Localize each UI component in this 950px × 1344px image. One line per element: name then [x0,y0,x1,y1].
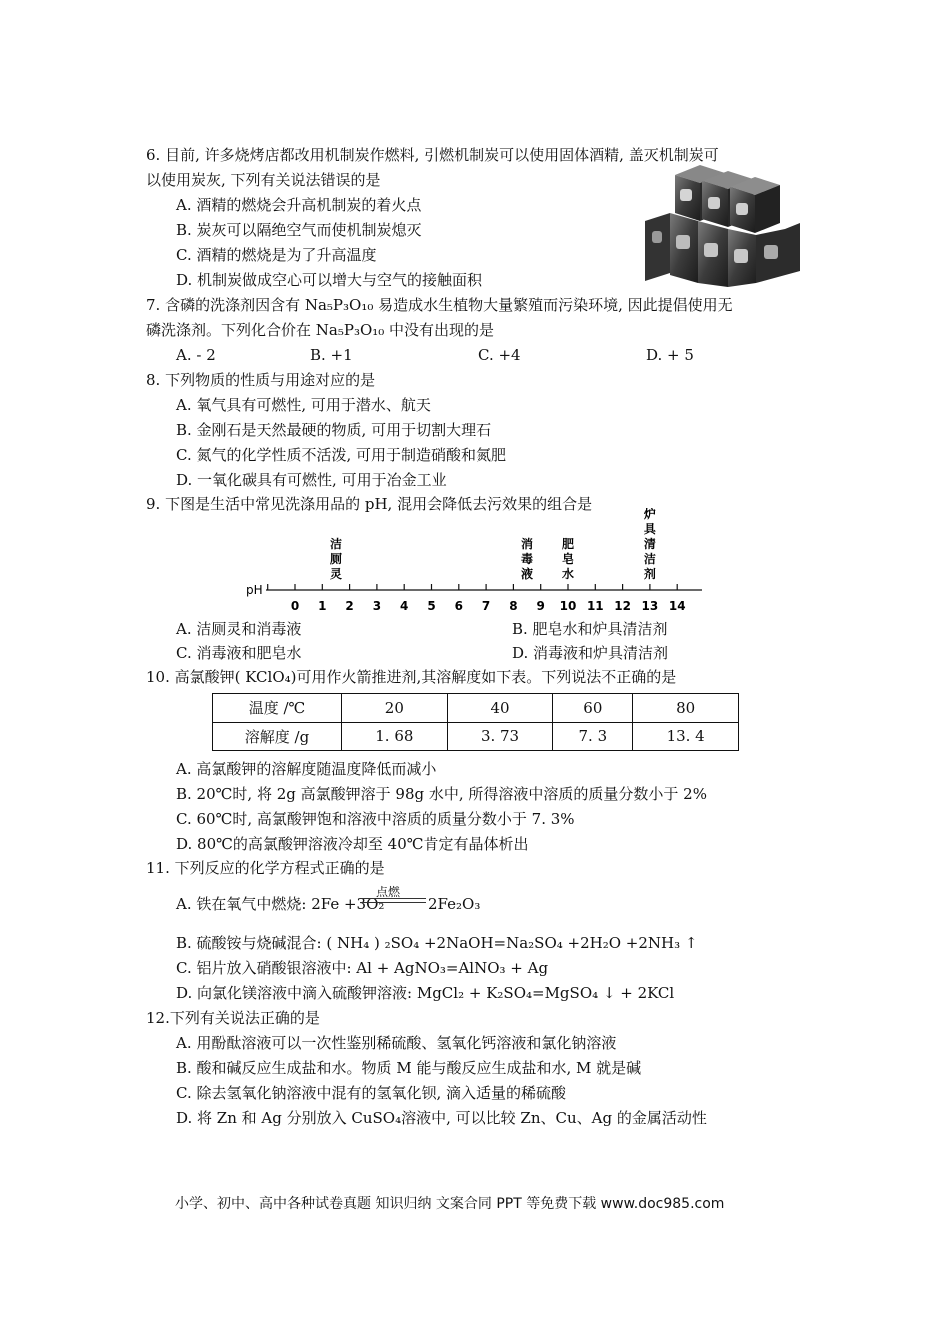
q8-option-b: B. 金刚石是天然最硬的物质, 可用于切割大理石 [176,421,492,439]
q6-stem-line1: 6. 目前, 许多烧烤店都改用机制炭作燃料, 引燃机制炭可以使用固体酒精, 盖灭机制炭可 [146,146,719,164]
q6-option-b: B. 炭灰可以隔绝空气而使机制炭熄灭 [176,221,422,239]
ph-tick-label: 12 [614,599,631,613]
table-cell: 60 [553,694,633,723]
ph-tick-label: 8 [509,599,518,613]
q7-option-a: A. - 2 [176,346,216,364]
table-cell: 13. 4 [633,722,739,751]
q7-option-d: D. + 5 [646,346,694,364]
solubility-table [212,693,739,751]
table-header-temperature: 温度 /℃ [213,694,342,723]
ph-tick-label: 11 [586,599,604,613]
q10-option-a: A. 高氯酸钾的溶解度随温度降低而减小 [176,760,437,778]
q9-option-c: C. 消毒液和肥皂水 [176,644,302,662]
q11-option-b: B. 硫酸铵与烧碱混合: ( NH₄ ) ₂SO₄ +2NaOH=Na₂SO₄ +2H₂O +2NH₃ ↑ [176,934,698,952]
q7-option-b: B. +1 [310,346,353,364]
q12-option-d: D. 将 Zn 和 Ag 分别放入 CuSO₄溶液中, 可以比较 Zn、Cu、Ag 的金属活动性 [176,1109,707,1127]
q6-option-d: D. 机制炭做成空心可以增大与空气的接触面积 [176,271,483,289]
table-row-solubility [213,722,739,751]
table-cell: 1. 68 [342,722,448,751]
q11-equals-sign [360,898,426,903]
ph-tick-label: 0 [290,599,300,613]
table-cell: 3. 73 [447,722,553,751]
table-cell: 7. 3 [553,722,633,751]
ph-tick-label: 7 [481,599,491,613]
table-cell: 20 [342,694,448,723]
q12-option-b: B. 酸和碱反应生成盐和水。物质 M 能与酸反应生成盐和水, M 就是碱 [176,1059,642,1077]
q9-stem: 9. 下图是生活中常见洗涤用品的 pH, 混用会降低去污效果的组合是 [146,495,593,513]
ph-tick-label: 4 [400,599,409,613]
q9-option-d: D. 消毒液和炉具清洁剂 [512,644,669,662]
q11-option-d: D. 向氯化镁溶液中滴入硫酸钾溶液: MgCl₂ + K₂SO₄=MgSO₄ ↓ + 2KCl [176,984,675,1002]
q7-option-c: C. +4 [478,346,521,364]
ph-product-label: 洁厕灵 [329,537,342,581]
ph-tick-label: 5 [427,599,436,613]
q10-option-b: B. 20℃时, 将 2g 高氯酸钾溶于 98g 水中, 所得溶液中溶质的质量分数小于 2% [176,785,707,803]
charcoal-briquettes-image [640,163,805,288]
table-row-temperature [213,694,739,723]
q7-stem-line2: 磷洗涤剂。下列化合价在 Na₅P₃O₁₀ 中没有出现的是 [146,321,495,339]
q11-option-c: C. 铝片放入硝酸银溶液中: Al + AgNO₃=AlNO₃ + Ag [176,959,549,977]
q9-option-a: A. 洁厕灵和消毒液 [176,620,302,638]
q10-option-d: D. 80℃的高氯酸钾溶液冷却至 40℃肯定有晶体析出 [176,835,529,853]
table-cell: 40 [447,694,553,723]
ph-product-label: 消毒液 [521,537,534,581]
ph-tick-label: 3 [372,599,382,613]
q8-option-d: D. 一氧化碳具有可燃性, 可用于冶金工业 [176,471,447,489]
q12-option-a: A. 用酚酞溶液可以一次性鉴别稀硫酸、氢氧化钙溶液和氯化钠溶液 [176,1034,617,1052]
q9-option-b: B. 肥皂水和炉具清洁剂 [512,620,668,638]
ph-tick-label: 6 [454,599,463,613]
q6-option-c: C. 酒精的燃烧是为了升高温度 [176,246,377,264]
q12-option-c: C. 除去氢氧化钠溶液中混有的氢氧化钡, 滴入适量的稀硫酸 [176,1084,567,1102]
q8-option-a: A. 氧气具有可燃性, 可用于潜水、航天 [176,396,431,414]
ph-axis-label: pH [246,583,263,597]
q11-option-a-right: 2Fe₂O₃ [428,895,481,913]
q6-stem-line2: 以使用炭灰, 下列有关说法错误的是 [146,171,381,189]
q7-stem-line1: 7. 含磷的洗涤剂因含有 Na₅P₃O₁₀ 易造成水生植物大量繁殖而污染环境, 因此提倡使用无 [146,296,733,314]
q8-option-c: C. 氮气的化学性质不活泼, 可用于制造硝酸和氮肥 [176,446,507,464]
footer-text: 小学、初中、高中各种试卷真题 知识归纳 文案合同 PPT 等免费下载 www.doc985.com [175,1196,725,1212]
q11-stem: 11. 下列反应的化学方程式正确的是 [146,859,385,877]
q8-stem: 8. 下列物质的性质与用途对应的是 [146,371,376,389]
ph-tick-label: 14 [668,599,686,613]
ph-tick-label: 2 [345,599,354,613]
q11-option-a-left: A. 铁在氧气中燃烧: 2Fe +3O₂ [176,895,385,913]
table-header-solubility: 溶解度 /g [213,722,342,751]
table-cell: 80 [633,694,739,723]
q11-reaction-condition: 点燃 [376,885,401,899]
q12-stem: 12.下列有关说法正确的是 [146,1009,320,1027]
q6-option-a: A. 酒精的燃烧会升高机制炭的着火点 [176,196,422,214]
q10-option-c: C. 60℃时, 高氯酸钾饱和溶液中溶质的质量分数小于 7. 3% [176,810,575,828]
ph-tick-label: 1 [318,599,327,613]
q10-stem: 10. 高氯酸钾( KClO₄)可用作火箭推进剂,其溶解度如下表。下列说法不正确的是 [146,668,677,686]
ph-product-label: 肥皂水 [561,537,575,581]
ph-product-label: 炉具清洁剂 [643,508,656,581]
ph-tick-label: 10 [559,599,577,613]
ph-scale-diagram [240,508,710,618]
ph-tick-label: 13 [641,599,659,613]
ph-tick-label: 9 [536,599,545,613]
